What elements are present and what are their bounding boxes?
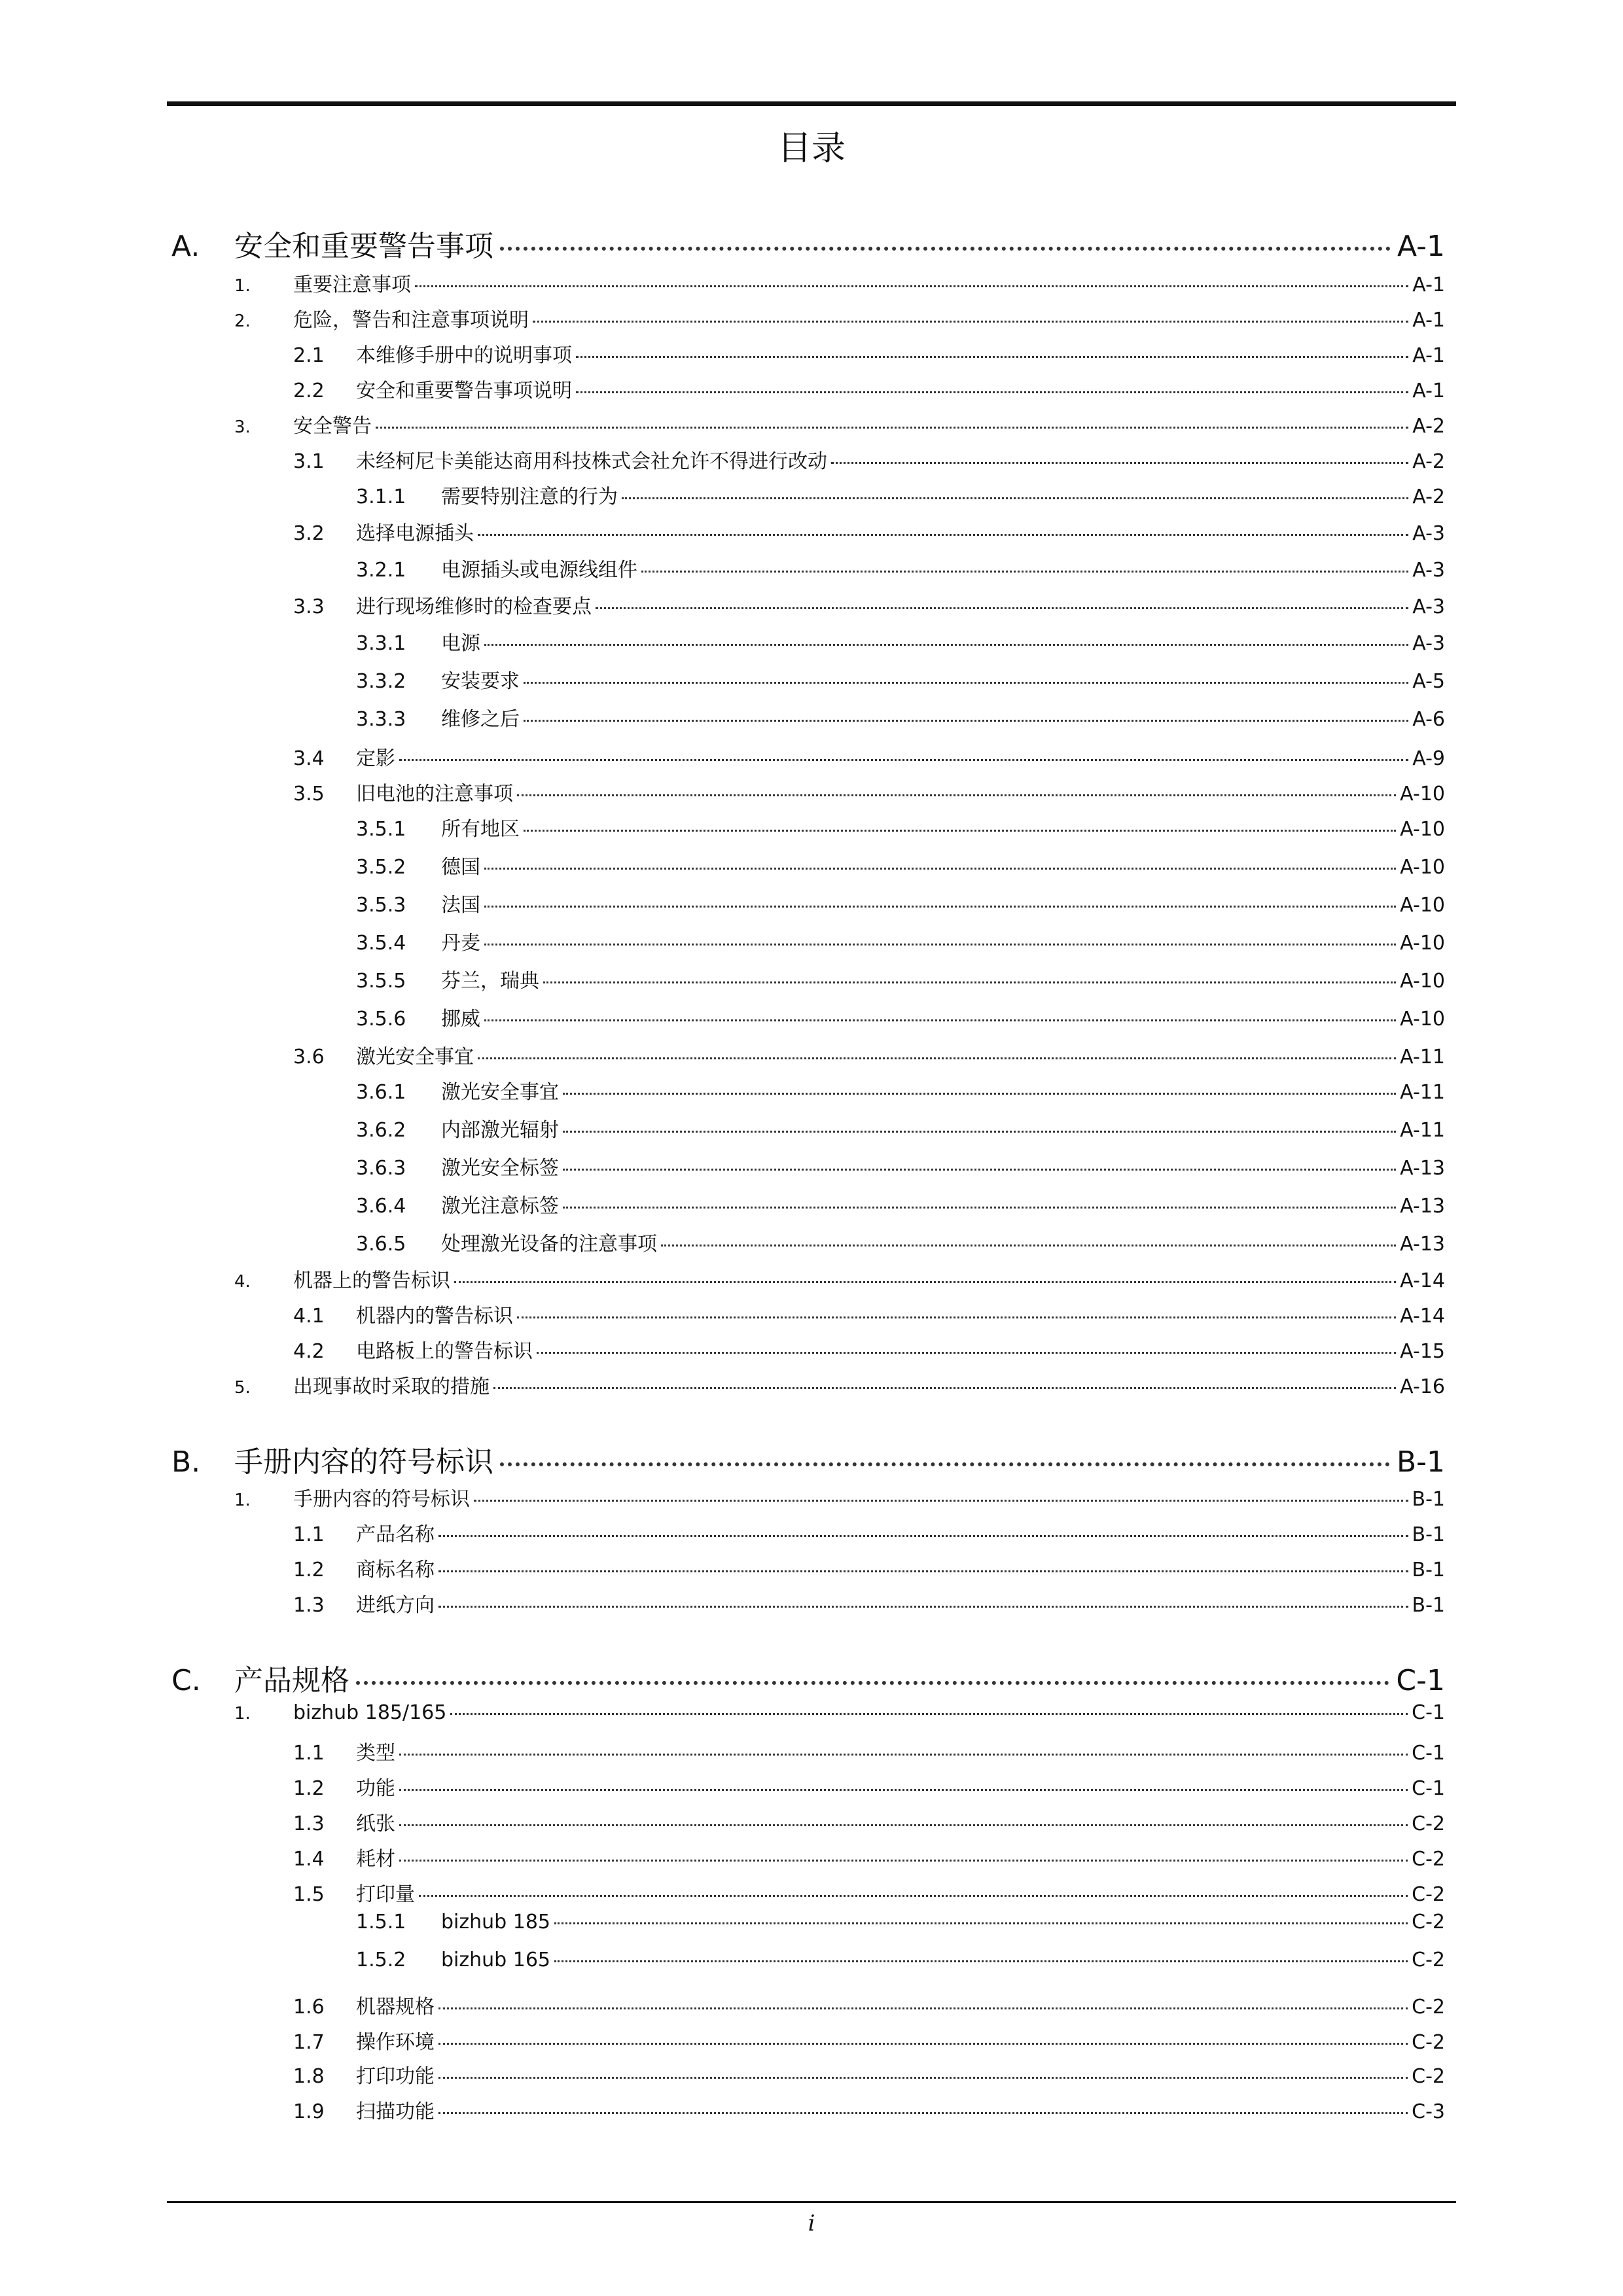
toc-entry-page: A-1: [1412, 274, 1445, 296]
toc-entry[interactable]: [171, 222, 1445, 264]
toc-entry-title: 芬兰，瑞典: [441, 970, 539, 993]
toc-entry-title: 打印功能: [356, 2065, 435, 2088]
toc-entry-page: A-2: [1412, 486, 1445, 508]
toc-entry-number: 3.: [234, 417, 251, 437]
toc-entry[interactable]: [293, 1807, 1445, 1836]
toc-entry-page: C-1: [1396, 1664, 1445, 1697]
toc-entry-number: 1.2: [293, 1777, 325, 1800]
toc-entry[interactable]: [356, 665, 1445, 694]
toc-entry[interactable]: [356, 480, 1445, 509]
toc-entry-number: 1.7: [293, 2031, 325, 2054]
toc-entry[interactable]: [293, 1299, 1445, 1328]
toc-entry-title: 打印量: [356, 1883, 415, 1906]
dot-leader: [563, 1169, 1396, 1171]
toc-entry-page: B-1: [1412, 1488, 1445, 1511]
toc-entry-page: A-10: [1400, 1008, 1445, 1031]
toc-entry[interactable]: [293, 777, 1445, 806]
toc-entry[interactable]: [234, 1264, 1445, 1293]
toc-entry-number: 3.5.5: [356, 970, 406, 993]
toc-entry-page: A-11: [1400, 1119, 1445, 1142]
toc-entry-number: 2.2: [293, 380, 325, 402]
toc-entry-page: A-14: [1400, 1269, 1445, 1292]
toc-entry-title: 本维修手册中的说明事项: [356, 344, 572, 367]
dot-leader: [438, 2077, 1408, 2079]
toc-entry-number: 1.5.2: [356, 1949, 406, 1971]
toc-entry-title: 激光注意标签: [441, 1195, 559, 1218]
toc-entry-number: 1.8: [293, 2065, 325, 2088]
toc-entry-page: A-14: [1400, 1305, 1445, 1328]
toc-entry-number: 1.2: [293, 1559, 325, 1581]
toc-entry[interactable]: [293, 517, 1445, 546]
toc-entry-number: A.: [171, 230, 200, 263]
dot-leader: [543, 981, 1396, 983]
dot-leader: [399, 759, 1408, 761]
toc-entry-number: 3.3.3: [356, 708, 406, 731]
dot-leader: [399, 1824, 1408, 1826]
toc-entry-page: A-1: [1412, 309, 1445, 332]
toc-entry-number: 2.1: [293, 344, 325, 367]
toc-entry-number: 1.4: [293, 1848, 325, 1871]
toc-entry-number: 3.1.1: [356, 486, 406, 508]
toc-entry[interactable]: [293, 742, 1445, 771]
toc-entry[interactable]: [293, 2095, 1445, 2124]
toc-entry-page: A-15: [1400, 1340, 1445, 1363]
toc-entry[interactable]: [293, 1589, 1445, 1617]
toc-entry-title: 商标名称: [356, 1559, 435, 1581]
toc-entry[interactable]: [356, 554, 1445, 582]
toc-entry-number: 3.6.2: [356, 1119, 406, 1142]
dot-leader: [661, 1245, 1396, 1246]
toc-entry-title: 机器上的警告标识: [293, 1269, 450, 1292]
dot-leader: [641, 571, 1408, 573]
toc-entry[interactable]: [234, 268, 1445, 297]
dot-leader: [493, 1387, 1396, 1389]
toc-entry-title: 危险，警告和注意事项说明: [293, 309, 529, 332]
toc-entry-number: 3.5.3: [356, 894, 406, 917]
page-title: 目录: [777, 129, 846, 168]
toc-entry-title: 选择电源插头: [356, 522, 474, 545]
toc-entry-number: 3.4: [293, 747, 325, 770]
toc-entry-title: 电源插头或电源线组件: [441, 559, 637, 582]
toc-entry[interactable]: [171, 1438, 1445, 1480]
toc-entry-page: A-1: [1412, 380, 1445, 402]
dot-leader: [576, 391, 1408, 393]
toc-entry-number: 3.5.4: [356, 932, 406, 955]
toc-entry-title: 需要特别注意的行为: [441, 486, 618, 508]
dot-leader: [399, 1754, 1408, 1756]
toc-entry-title: 安全警告: [293, 415, 372, 438]
toc-entry-title: 内部激光辐射: [441, 1119, 559, 1142]
toc-entry-page: C-3: [1412, 2100, 1445, 2123]
toc-entry-number: 3.6.1: [356, 1081, 406, 1104]
toc-entry[interactable]: [356, 927, 1445, 955]
dot-leader: [438, 2007, 1408, 2009]
dot-leader: [533, 321, 1408, 323]
toc-entry-page: C-2: [1412, 1812, 1445, 1835]
toc-entry[interactable]: [356, 1190, 1445, 1218]
toc-entry[interactable]: [234, 1483, 1445, 1511]
toc-entry-page: A-3: [1412, 559, 1445, 582]
toc-entry-number: 1.: [234, 1491, 251, 1510]
toc-entry-number: 2.: [234, 311, 251, 331]
toc-entry-page: A-11: [1400, 1046, 1445, 1069]
toc-entry-page: C-2: [1412, 1911, 1445, 1934]
toc-entry-number: 4.1: [293, 1305, 325, 1328]
toc-entry-title: 进行现场维修时的检查要点: [356, 595, 592, 618]
toc-entry-title: 法国: [441, 894, 480, 917]
toc-entry[interactable]: [293, 2026, 1445, 2055]
toc-entry-title: 手册内容的符号标识: [234, 1445, 493, 1479]
dot-leader: [399, 1860, 1408, 1862]
dot-leader: [415, 285, 1408, 287]
toc-entry-number: 1.3: [293, 1812, 325, 1835]
toc-entry-title: 未经柯尼卡美能达商用科技株式会社允许不得进行改动: [356, 450, 827, 473]
toc-entry-title: 进纸方向: [356, 1594, 435, 1617]
toc-entry-title: 定影: [356, 747, 395, 770]
toc-entry[interactable]: [293, 1737, 1445, 1765]
toc-entry[interactable]: [356, 1076, 1445, 1104]
toc-entry-title: 类型: [356, 1742, 395, 1765]
toc-entry[interactable]: [356, 813, 1445, 841]
toc-entry-title: 激光安全标签: [441, 1157, 559, 1180]
toc-entry-title: 机器内的警告标识: [356, 1305, 513, 1328]
toc-entry-page: A-10: [1400, 818, 1445, 841]
toc-entry[interactable]: [293, 445, 1445, 474]
toc-entry-title: 扫描功能: [356, 2100, 435, 2123]
toc-entry-page: C-2: [1412, 1883, 1445, 1906]
dot-leader: [484, 906, 1396, 908]
toc-entry-page: C-2: [1412, 1848, 1445, 1871]
toc-entry-page: C-2: [1412, 2065, 1445, 2088]
dot-leader: [454, 1281, 1396, 1283]
toc-entry[interactable]: [293, 339, 1445, 368]
toc-entry-number: 4.: [234, 1272, 251, 1292]
toc-entry-number: 3.6.4: [356, 1195, 406, 1218]
dot-leader: [438, 2112, 1408, 2114]
toc-entry-number: 1.5.1: [356, 1911, 406, 1934]
toc-entry-title: bizhub 165: [441, 1949, 550, 1971]
dot-leader: [517, 1316, 1396, 1318]
toc-entry-title: 操作环境: [356, 2031, 435, 2054]
toc-entry-title: 激光安全事宜: [356, 1046, 474, 1069]
toc-entry-title: 机器规格: [356, 1996, 435, 2019]
toc-entry-number: 3.5: [293, 783, 325, 805]
toc-entry-title: 安全和重要警告事项说明: [356, 380, 572, 402]
toc-entry[interactable]: [293, 1518, 1445, 1547]
toc-entry-page: A-11: [1400, 1081, 1445, 1104]
toc-entry[interactable]: [234, 410, 1445, 438]
toc-entry-title: 重要注意事项: [293, 274, 411, 296]
toc-entry-number: 3.6.3: [356, 1157, 406, 1180]
dot-leader: [376, 427, 1408, 429]
toc-entry-number: 3.1: [293, 450, 325, 473]
dot-leader: [622, 497, 1408, 499]
toc-entry-page: B-1: [1396, 1445, 1445, 1479]
toc-entry-title: 功能: [356, 1777, 395, 1800]
toc-entry-page: A-10: [1400, 894, 1445, 917]
toc-entry-title: 维修之后: [441, 708, 520, 731]
dot-leader: [438, 1606, 1408, 1608]
toc-entry-page: A-10: [1400, 970, 1445, 993]
toc-entry-title: 挪威: [441, 1008, 480, 1031]
dot-leader: [419, 1895, 1408, 1897]
dot-leader: [484, 644, 1408, 646]
toc-entry-title: bizhub 185/165: [293, 1701, 447, 1724]
toc-entry-page: C-2: [1412, 1949, 1445, 1971]
toc-entry-page: A-13: [1400, 1233, 1445, 1256]
dot-leader: [356, 1681, 1389, 1685]
toc-entry-page: A-5: [1412, 670, 1445, 693]
dot-leader: [563, 1207, 1396, 1209]
toc-entry-number: 1.1: [293, 1742, 325, 1765]
toc-entry-number: 3.2.1: [356, 559, 406, 582]
toc-entry[interactable]: [293, 374, 1445, 403]
toc-entry-number: 3.6: [293, 1046, 325, 1069]
toc-entry[interactable]: [293, 2060, 1445, 2089]
dot-leader: [524, 720, 1408, 722]
dot-leader: [484, 868, 1396, 870]
toc-entry-title: 安全和重要警告事项: [234, 230, 493, 263]
toc-entry-page: A-10: [1400, 932, 1445, 955]
dot-leader: [563, 1131, 1396, 1133]
toc-entry-page: C-2: [1412, 2031, 1445, 2054]
dot-leader: [576, 356, 1408, 358]
toc-entry-number: 1.9: [293, 2100, 325, 2123]
toc-entry[interactable]: [356, 1002, 1445, 1031]
dot-leader: [484, 1019, 1396, 1021]
toc-entry-title: 耗材: [356, 1848, 395, 1871]
dot-leader: [524, 682, 1408, 684]
dot-leader: [438, 1535, 1408, 1537]
toc-entry-page: A-10: [1400, 783, 1445, 805]
bottom-rule: [167, 2201, 1456, 2203]
toc-entry-number: 4.2: [293, 1340, 325, 1363]
toc-entry-number: 3.6.5: [356, 1233, 406, 1256]
toc-entry[interactable]: [293, 1553, 1445, 1582]
toc-entry[interactable]: [356, 703, 1445, 732]
dot-leader: [484, 944, 1396, 945]
dot-leader: [524, 830, 1396, 832]
toc-entry-number: 3.5.6: [356, 1008, 406, 1031]
toc-entry[interactable]: [171, 1657, 1445, 1699]
dot-leader: [500, 247, 1391, 251]
toc-entry[interactable]: [234, 1701, 1445, 1730]
toc-entry-title: 所有地区: [441, 818, 520, 841]
toc-entry-number: B.: [171, 1445, 201, 1479]
toc-entry-number: 3.2: [293, 522, 325, 545]
toc-entry-number: 3.3: [293, 595, 325, 618]
toc-entry[interactable]: [356, 1949, 1445, 1977]
dot-leader: [537, 1352, 1396, 1354]
toc-entry-page: C-1: [1412, 1742, 1445, 1765]
toc-entry[interactable]: [293, 1843, 1445, 1871]
toc-entry-title: 产品规格: [234, 1664, 349, 1697]
toc-entry-number: 1.: [234, 1704, 251, 1723]
toc-entry-page: C-1: [1412, 1701, 1445, 1724]
toc-entry[interactable]: [356, 851, 1445, 879]
dot-leader: [399, 1789, 1408, 1791]
toc-entry-page: A-3: [1412, 522, 1445, 545]
toc-entry-page: A-3: [1412, 595, 1445, 618]
toc-entry-title: 电路板上的警告标识: [356, 1340, 533, 1363]
toc-entry-page: B-1: [1412, 1594, 1445, 1617]
toc-entry-page: A-3: [1412, 632, 1445, 655]
toc-entry[interactable]: [293, 1990, 1445, 2019]
dot-leader: [474, 1500, 1408, 1502]
toc-entry-title: 电源: [441, 632, 480, 655]
dot-leader: [478, 534, 1408, 536]
toc-entry[interactable]: [293, 1335, 1445, 1364]
toc-entry-number: 3.3.1: [356, 632, 406, 655]
page-number: i: [808, 2210, 815, 2236]
toc-entry-page: A-16: [1400, 1375, 1445, 1398]
dot-leader: [554, 1960, 1408, 1962]
toc-entry-number: 1.6: [293, 1996, 325, 2019]
toc-entry-title: bizhub 185: [441, 1911, 550, 1934]
toc-entry[interactable]: [356, 1911, 1445, 1939]
toc-entry-number: 1.3: [293, 1594, 325, 1617]
toc-entry[interactable]: [234, 1370, 1445, 1399]
toc-entry-title: 德国: [441, 856, 480, 879]
toc-entry[interactable]: [356, 627, 1445, 656]
toc-entry-page: C-1: [1412, 1777, 1445, 1800]
toc-entry-page: A-13: [1400, 1157, 1445, 1180]
toc-entry-title: 处理激光设备的注意事项: [441, 1233, 657, 1256]
toc-entry[interactable]: [356, 1114, 1445, 1142]
toc-entry-title: 激光安全事宜: [441, 1081, 559, 1104]
dot-leader: [517, 794, 1396, 796]
toc-entry[interactable]: [356, 964, 1445, 993]
toc-entry[interactable]: [356, 1152, 1445, 1180]
toc-entry-page: B-1: [1412, 1523, 1445, 1546]
toc-entry[interactable]: [293, 590, 1445, 619]
toc-entry-page: A-2: [1412, 450, 1445, 473]
toc-entry-title: 旧电池的注意事项: [356, 783, 513, 805]
toc-entry-title: 产品名称: [356, 1523, 435, 1546]
dot-leader: [831, 462, 1408, 464]
dot-leader: [596, 607, 1408, 609]
dot-leader: [438, 1570, 1408, 1572]
toc-entry-number: 1.1: [293, 1523, 325, 1546]
toc-entry-page: A-10: [1400, 856, 1445, 879]
toc-entry-number: 1.: [234, 276, 251, 296]
toc-entry[interactable]: [356, 889, 1445, 917]
toc-entry-number: 3.5.1: [356, 818, 406, 841]
toc-entry-title: 出现事故时采取的措施: [293, 1375, 490, 1398]
toc-entry-number: 1.5: [293, 1883, 325, 1906]
dot-leader: [478, 1057, 1396, 1059]
toc-entry-page: B-1: [1412, 1559, 1445, 1581]
toc-entry-number: 3.3.2: [356, 670, 406, 693]
toc-entry-page: A-9: [1412, 747, 1445, 770]
toc-entry-page: A-1: [1397, 230, 1445, 263]
toc-entry-number: 5.: [234, 1378, 251, 1398]
toc-entry-page: A-1: [1412, 344, 1445, 367]
toc-entry-number: 3.5.2: [356, 856, 406, 879]
dot-leader: [554, 1922, 1408, 1924]
toc-entry[interactable]: [293, 1878, 1445, 1907]
dot-leader: [450, 1713, 1408, 1715]
dot-leader: [500, 1462, 1390, 1466]
toc-entry[interactable]: [356, 1227, 1445, 1256]
toc-entry-page: A-13: [1400, 1195, 1445, 1218]
toc-entry-title: 纸张: [356, 1812, 395, 1835]
dot-leader: [563, 1093, 1396, 1095]
toc-entry[interactable]: [293, 1772, 1445, 1801]
toc-entry-page: A-2: [1412, 415, 1445, 438]
toc-entry-number: C.: [171, 1664, 201, 1697]
toc-entry-title: 手册内容的符号标识: [293, 1488, 470, 1511]
dot-leader: [438, 2043, 1408, 2045]
toc-entry[interactable]: [234, 304, 1445, 332]
toc-entry-title: 丹麦: [441, 932, 480, 955]
toc-entry-page: A-6: [1412, 708, 1445, 731]
toc-entry-page: C-2: [1412, 1996, 1445, 2019]
toc-entry-title: 安装要求: [441, 670, 520, 693]
toc-entry[interactable]: [293, 1040, 1445, 1069]
